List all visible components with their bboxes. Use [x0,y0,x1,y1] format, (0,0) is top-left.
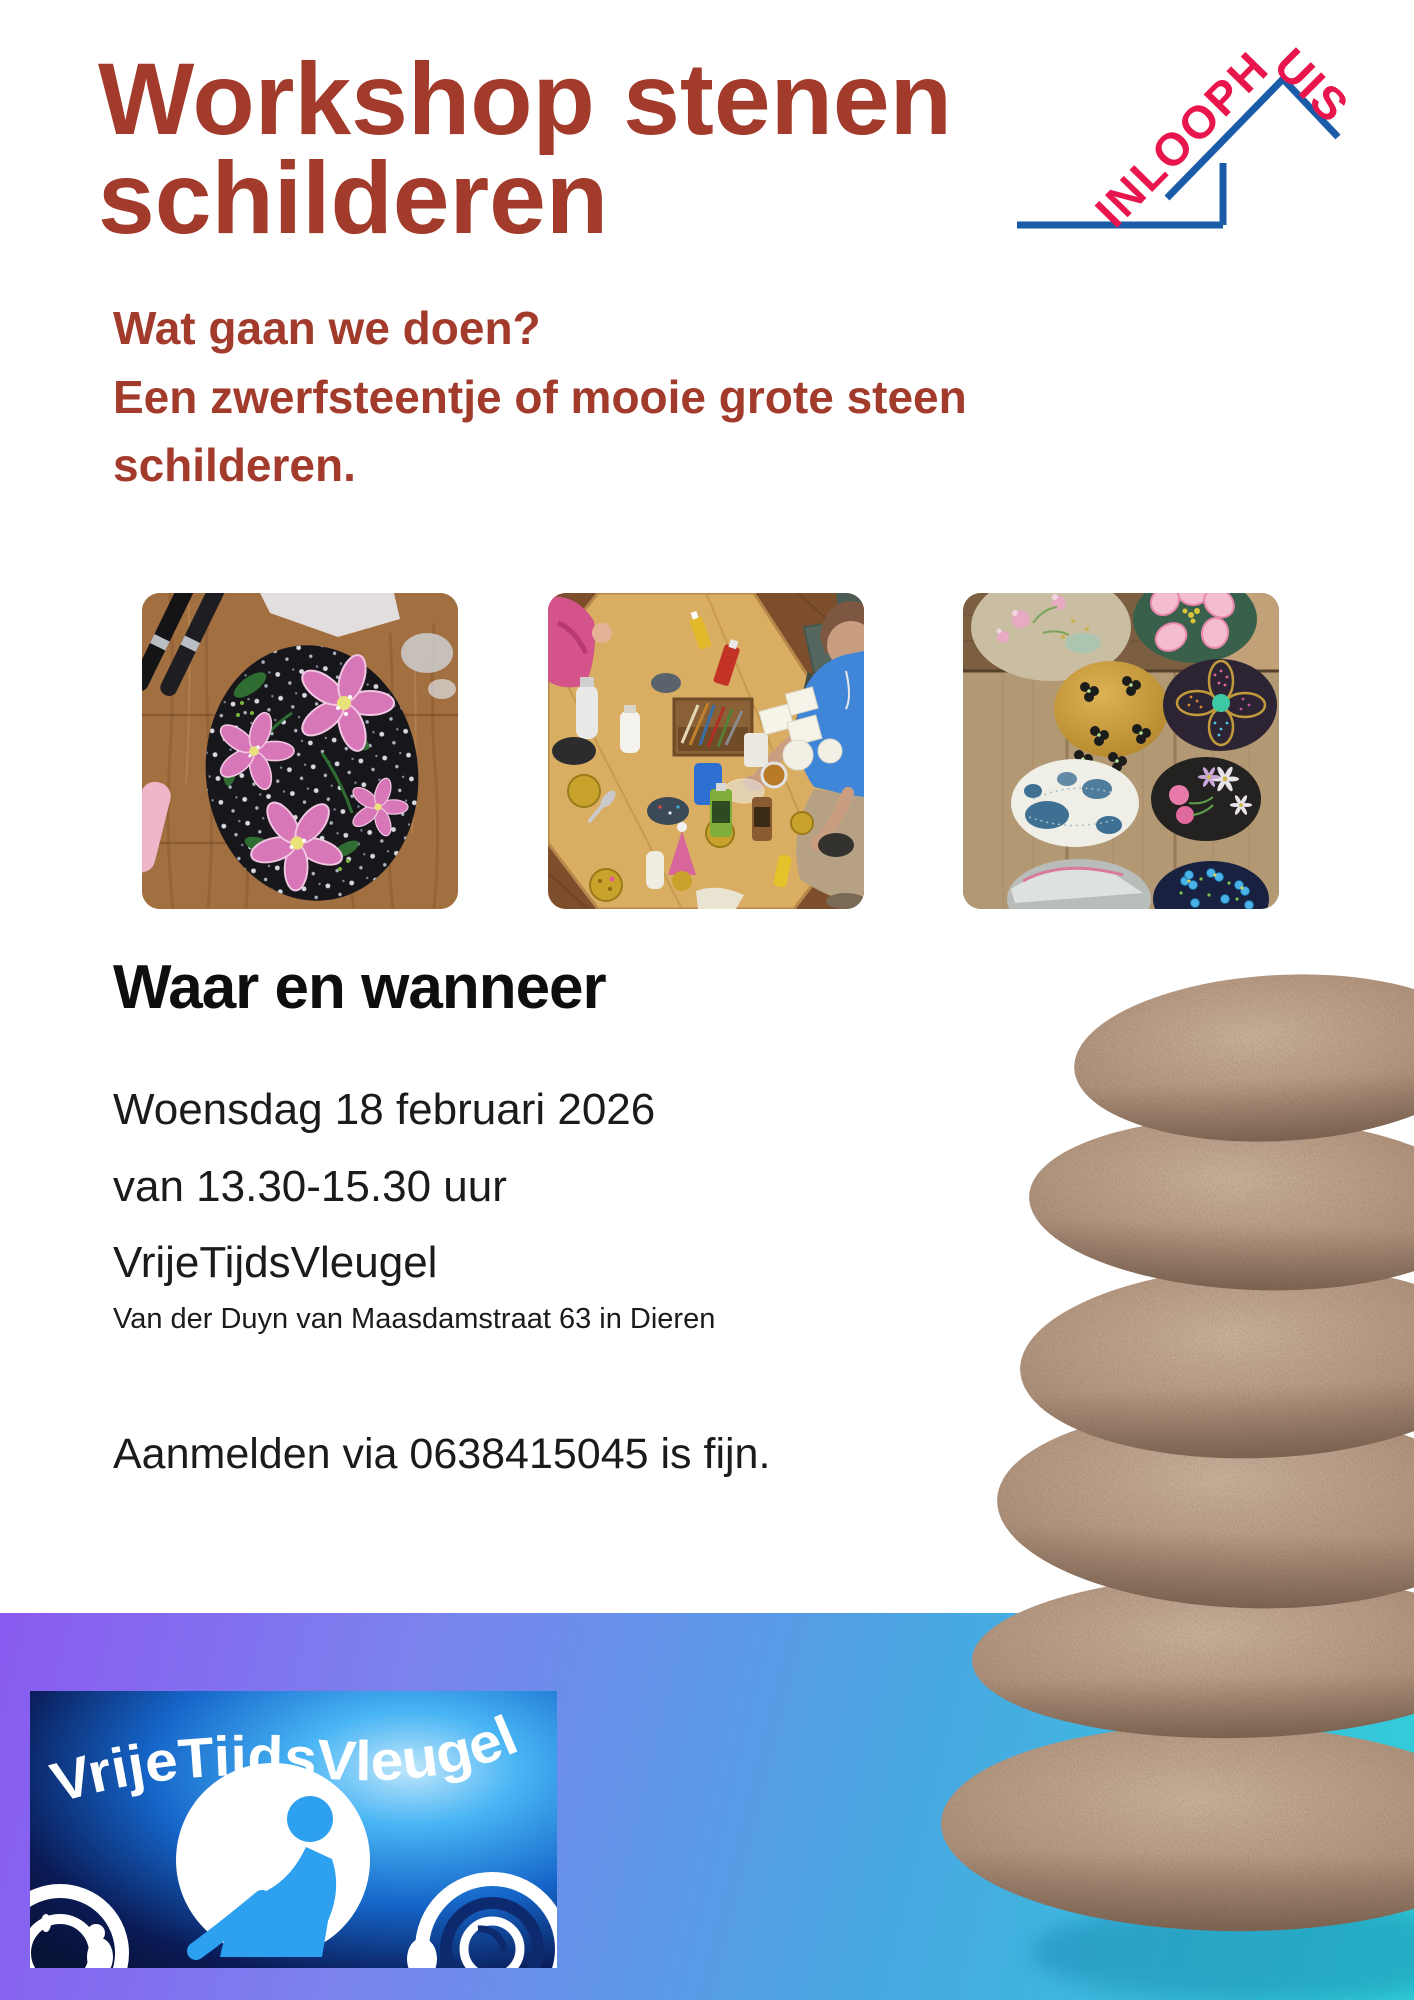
page-title [98,42,952,255]
intro-line: Een zwerfsteentje of mooie grote steen [113,370,967,423]
vrijetijdsvleugel-logo-text: VrijeTijdsVleugel [44,1703,525,1815]
page-title-line1: Workshop stenen [98,42,952,156]
event-time: van 13.30-15.30 uur [113,1161,507,1211]
inloophuis-logo [985,18,1385,243]
photo-painted-stone-closeup [142,593,458,909]
when-where-heading: Waar en wanneer [113,953,606,1022]
signup-text: Aanmelden via 0638415045 is fijn. [113,1430,771,1478]
stone-stack-image [930,950,1414,2000]
inloophuis-logo-text: INLOOPHUIS [1085,37,1360,238]
page-title-line2: schilderen [98,140,609,255]
event-date: Woensdag 18 februari 2026 [113,1085,656,1134]
intro-text [113,294,1073,500]
photo-painted-stones-collection [963,593,1279,909]
event-details [113,1072,655,1302]
event-location: VrijeTijdsVleugel [113,1238,438,1288]
event-address: Van der Duyn van Maasdamstraat 63 in Dieren [113,1303,716,1335]
photo-workshop-table-overview [548,593,864,909]
intro-line: Wat gaan we doen? [113,302,541,354]
intro-line: schilderen. [113,439,356,492]
vrijetijdsvleugel-logo [30,1691,557,1968]
